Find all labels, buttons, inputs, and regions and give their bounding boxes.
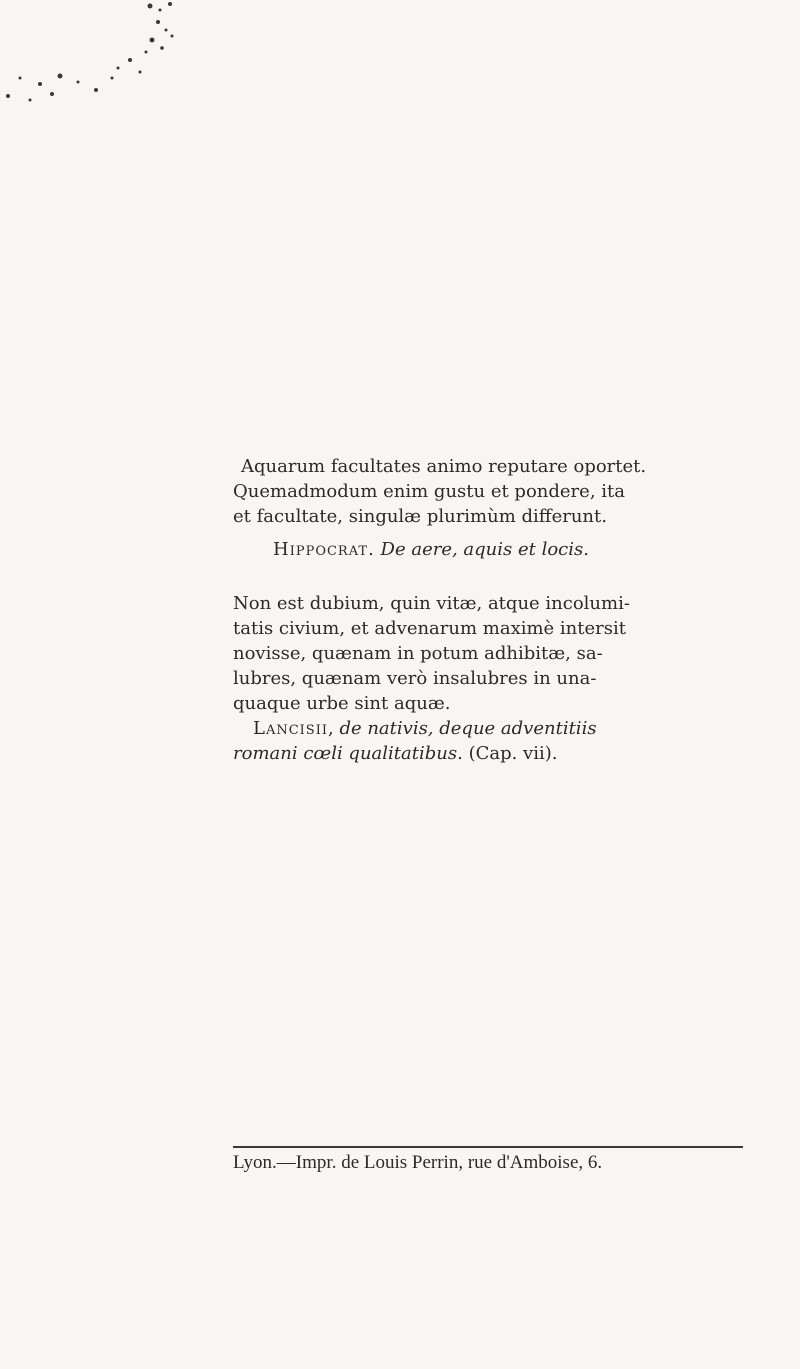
attribution-reference: (Cap. vii). <box>468 743 558 764</box>
epigraph-attribution <box>233 537 646 562</box>
attribution-author: Lancisii <box>253 718 328 739</box>
epigraph-lancisi <box>233 591 630 766</box>
epigraph-attribution-continued <box>233 741 630 766</box>
epigraph-line: Non est dubium, quin vitæ, atque incolumi- <box>233 593 630 614</box>
epigraph-line: novisse, quænam in potum adhibitæ, sa- <box>233 643 603 664</box>
epigraph-line: lubres, quænam verò insalubres in una- <box>233 668 597 689</box>
epigraph-hippocrates <box>233 454 646 562</box>
attribution-author: Hippocrat. <box>273 539 375 560</box>
printer-imprint: Lyon.—Impr. de Louis Perrin, rue d'Amboise, 6. <box>233 1152 603 1173</box>
attribution-work: romani cœli qualitatibus. <box>233 743 463 764</box>
epigraph-line: Quemadmodum enim gustu et pondere, ita <box>233 481 625 502</box>
attribution-work: de nativis, deque adventitiis <box>339 718 597 739</box>
epigraph-line: Aquarum facultates animo reputare oportet. <box>241 456 647 477</box>
epigraph-line: quaque urbe sint aquæ. <box>233 693 451 714</box>
imprint-rule <box>233 1146 743 1148</box>
epigraph-line: et facultate, singulæ plurimùm differunt. <box>233 506 607 527</box>
epigraph-attribution: Lancisii, de nativis, deque adventitiis <box>253 718 597 739</box>
attribution-work: De aere, aquis et locis. <box>380 539 589 560</box>
epigraph-line: tatis civium, et advenarum maximè intersit <box>233 618 626 639</box>
ink-specks <box>0 0 800 200</box>
